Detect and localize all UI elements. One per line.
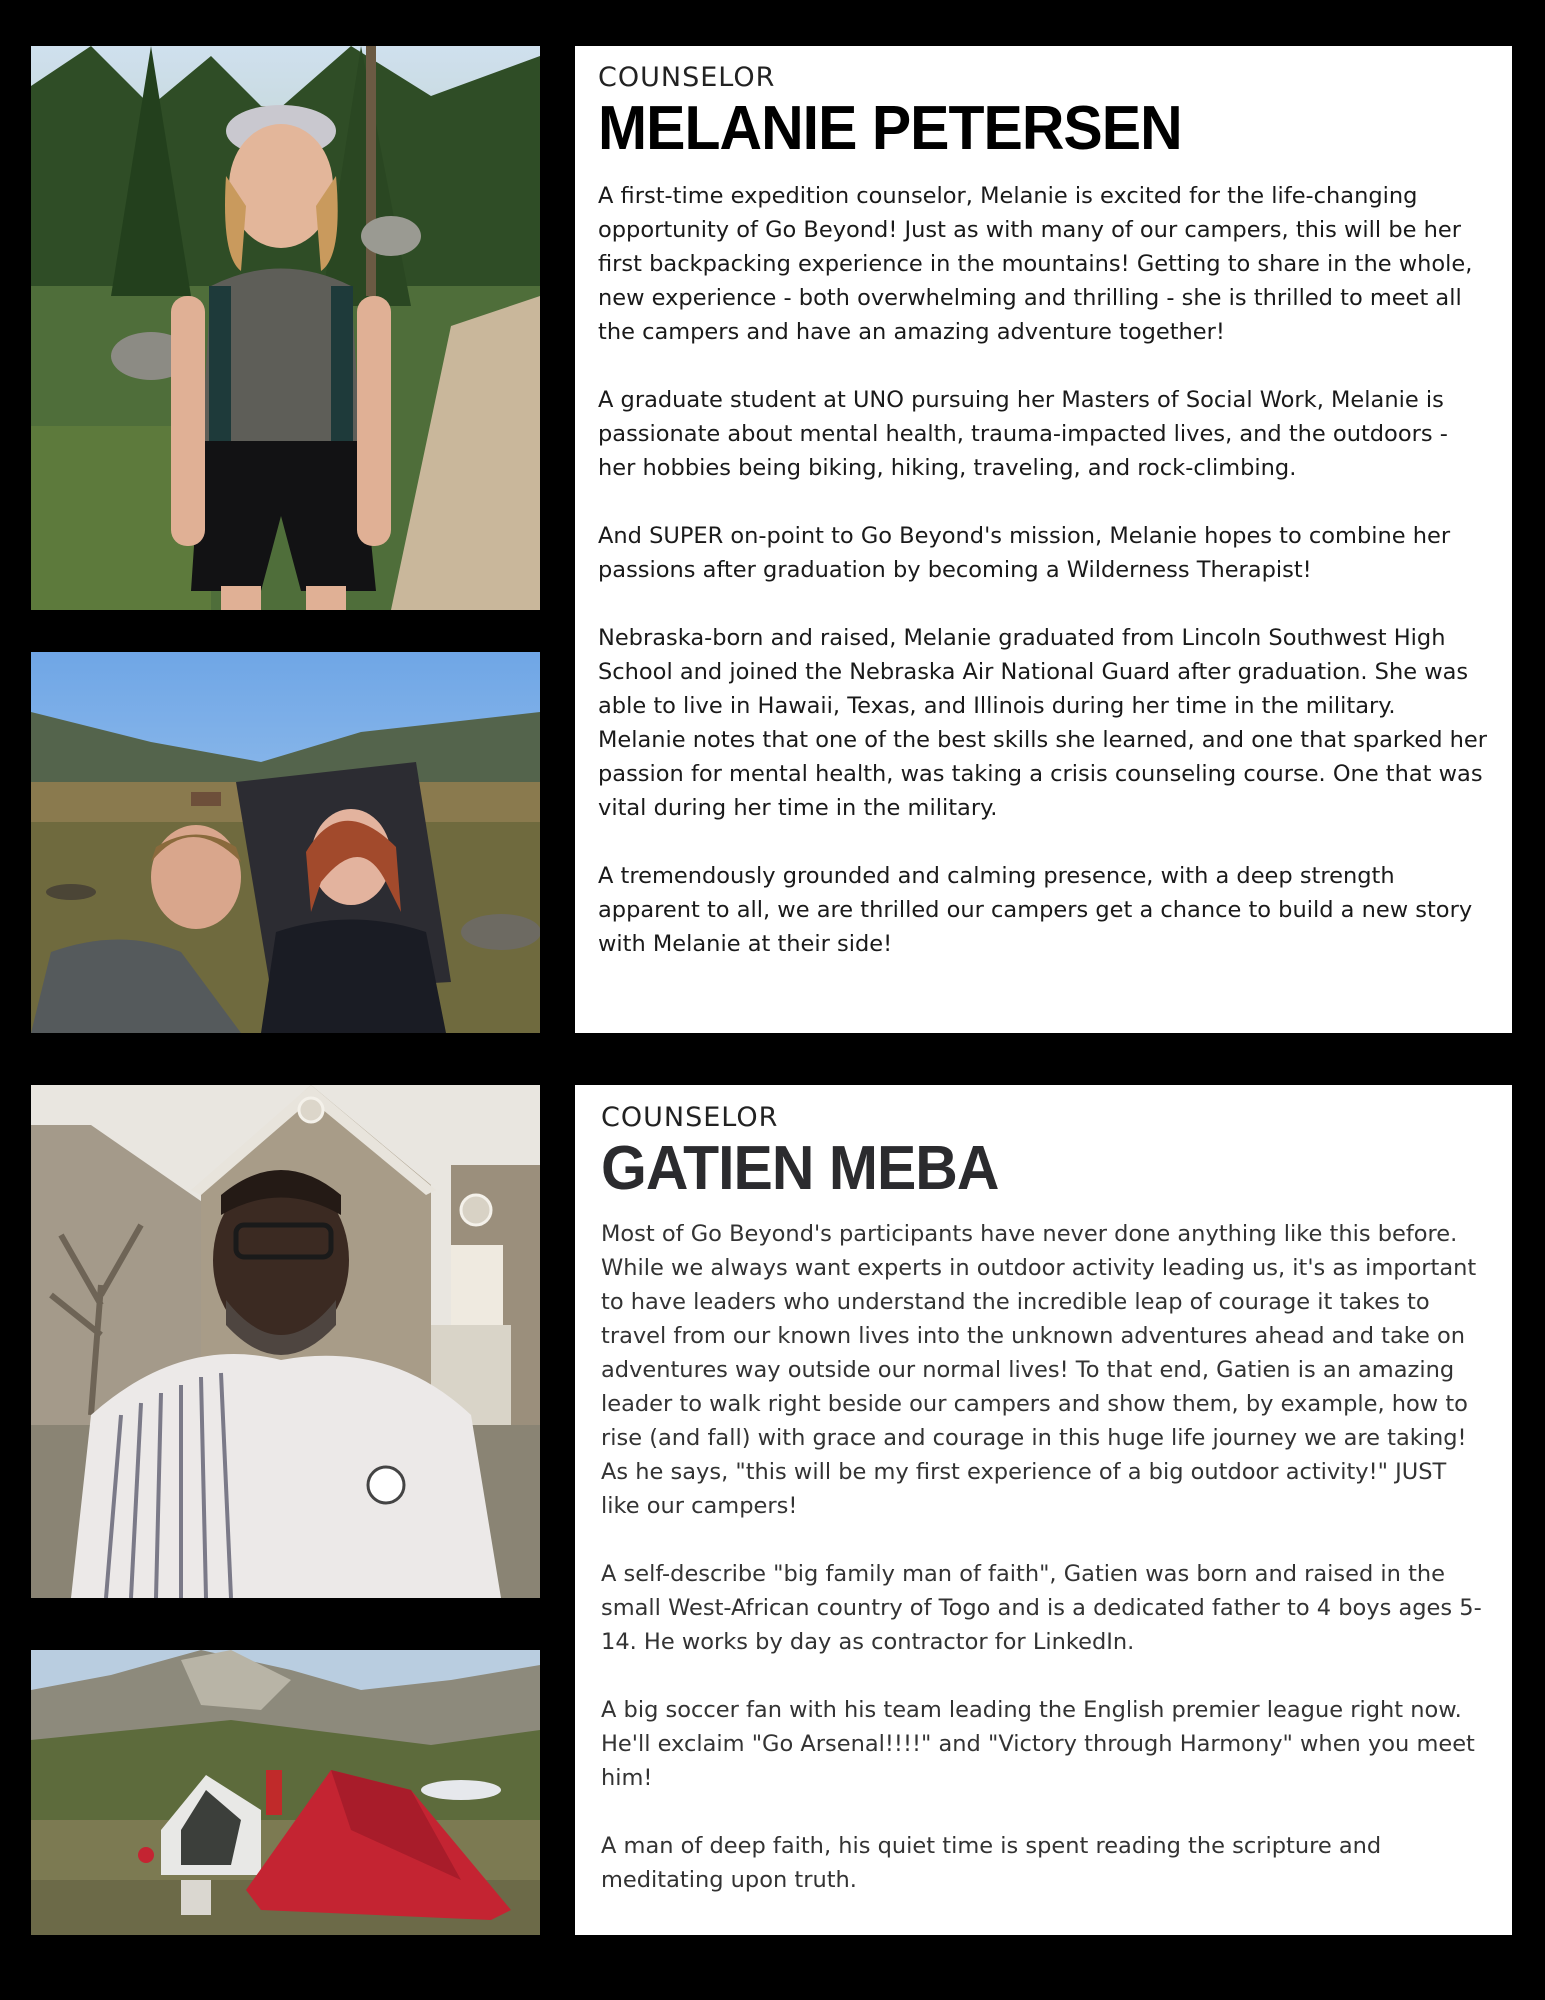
gatien-bio-paragraph: A big soccer fan with his team leading the English premier league right now. He'll exclaim "Go Arsenal!!!!" and "Victory through Harmony" when you meet him! [601,1697,1475,1792]
gatien-bio-paragraph: A self-describe "big family man of faith", Gatien was born and raised in the small West-African country of Togo and is a dedicated father to 4 boys ages 5-14. He works by day as contractor for LinkedIn. [601,1561,1482,1656]
melanie-name: MELANIE PETERSEN [598,94,1182,163]
melanie-bio-paragraph: And SUPER on-point to Go Beyond's mission, Melanie hopes to combine her passions after graduation by becoming a Wilderness Therapist! [598,523,1451,584]
gatien-role: COUNSELOR [601,1102,779,1133]
gatien-campsite-photo [31,1650,540,1935]
gatien-portrait-photo [31,1085,540,1598]
melanie-bio-paragraph: A graduate student at UNO pursuing her Masters of Social Work, Melanie is passionate about mental health, trauma-impacted lives, and the outdoors - her hobbies being biking, hiking, traveling, and rock-climbing. [598,387,1448,482]
melanie-selfie-photo [31,652,540,1033]
melanie-role: COUNSELOR [598,62,776,93]
melanie-bio-paragraph: Nebraska-born and raised, Melanie graduated from Lincoln Southwest High School and joined the Nebraska Air National Guard after graduation. She was able to live in Hawaii, Texas, and Illinois during her time in the military. Melanie notes that one of the best skills she learned, and one that sparked her passion for mental health, was taking a crisis counseling course. One that was vital during her time in the military. [598,625,1488,822]
melanie-profile-card [575,46,1512,1033]
melanie-bio-paragraph: A first-time expedition counselor, Melanie is excited for the life-changing opportunity of Go Beyond! Just as with many of our campers, this will be her first backpacking experience in the mountains! Getting to share in the whole, new experience - both overwhelming and thrilling - she is thrilled to meet all the campers and have an amazing adventure together! [598,183,1473,346]
gatien-name: GATIEN MEBA [601,1134,999,1203]
melanie-trail-photo [31,46,540,610]
gatien-bio-paragraph: A man of deep faith, his quiet time is spent reading the scripture and meditating upon truth. [601,1833,1382,1894]
gatien-bio [601,1217,1488,1897]
gatien-bio-paragraph: Most of Go Beyond's participants have never done anything like this before. While we always want experts in outdoor activity leading us, it's as important to have leaders who understand the incredible leap of courage it takes to travel from our known lives into the unknown adventures ahead and take on adventures way outside our normal lives! To that end, Gatien is an amazing leader to walk right beside our campers and show them, by example, how to rise (and fall) with grace and courage in this huge life journey we are taking! As he says, "this will be my first experience of a big outdoor activity!" JUST like our campers! [601,1221,1477,1520]
melanie-bio [598,179,1488,961]
gatien-profile-card [575,1085,1512,1935]
melanie-bio-paragraph: A tremendously grounded and calming presence, with a deep strength apparent to all, we are thrilled our campers get a chance to build a new story with Melanie at their side! [598,863,1473,958]
